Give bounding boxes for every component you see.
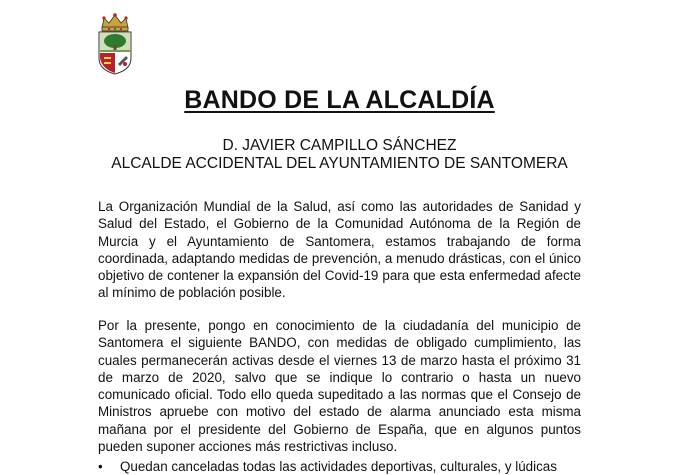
coat-of-arms-icon (96, 12, 134, 76)
list-item-text: Quedan canceladas todas las actividades deportivas, culturales, y lúdicas (120, 459, 557, 474)
mayor-position: ALCALDE ACCIDENTAL DEL AYUNTAMIENTO DE SANTOMERA (111, 155, 568, 172)
list-item (98, 458, 581, 475)
bullet-icon: • (98, 459, 103, 474)
announcement-paragraph: Por la presente, pongo en conocimiento de la ciudadanía del municipio de Santomera el siguiente BANDO, con medidas de obligado cumplimiento, las cuales permanecerán activas desde el viernes 13 de marzo hasta el próximo 31 de marzo de 2020, salvo que se indique lo contrario o hasta un nuevo comunicado oficial. Todo ello queda supeditado a las normas que el Consejo de Ministros apruebe con motivo del estado de alarma anunciado esta misma mañana por el presidente del Gobierno de España, que en algunos puntos pueden suponer acciones más restrictivas incluso. (98, 318, 581, 455)
intro-paragraph: La Organización Mundial de la Salud, así como las autoridades de Sanidad y Salud del Estado, el Gobierno de la Comunidad Autónoma de la Región de Murcia y el Ayuntamiento de Santomera, estamos trabajando de forma coordinada, adaptando medidas de prevención, a menudo drásticas, con el único objetivo de contener la expansión del Covid-19 para que esta enfermedad afecte al mínimo de población posible. (98, 199, 581, 301)
crown-icon (102, 13, 128, 31)
mayor-name: D. JAVIER CAMPILLO SÁNCHEZ (222, 137, 457, 154)
document-title: BANDO DE LA ALCALDÍA (184, 86, 495, 114)
